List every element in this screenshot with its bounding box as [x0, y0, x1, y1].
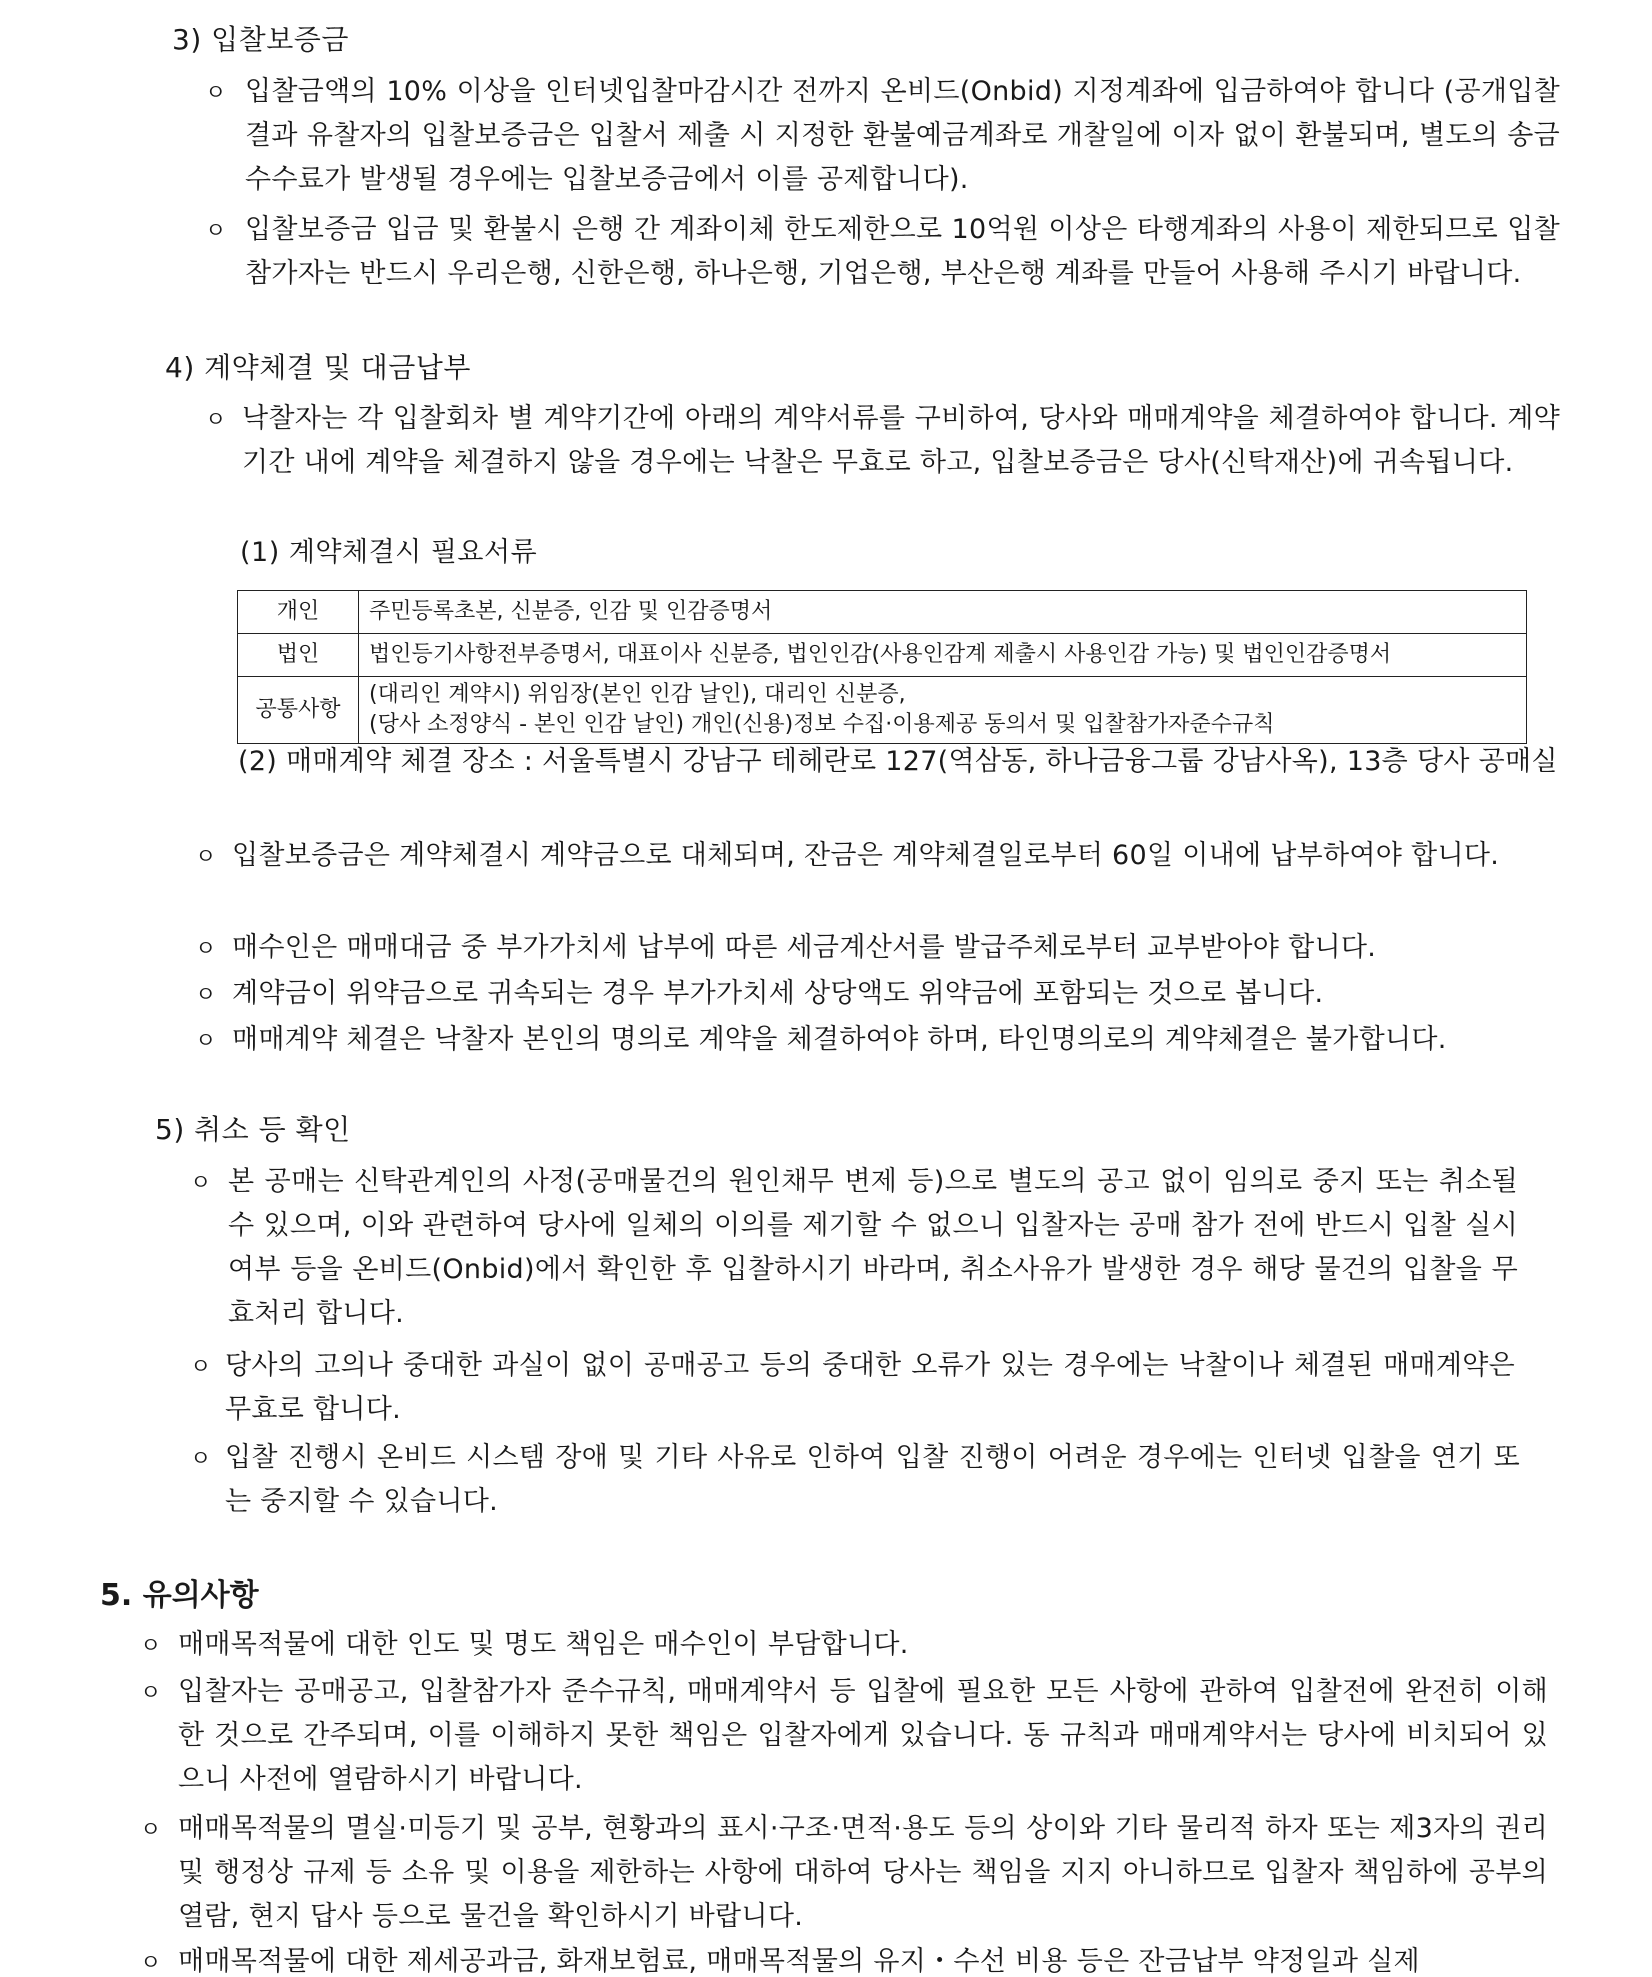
- table-cell-key: 공통사항: [238, 677, 359, 744]
- section-heading-contract: 4) 계약체결 및 대금납부: [165, 351, 471, 384]
- bullet-icon: ㅇ: [140, 1681, 162, 1706]
- paragraph-property-defects: 매매목적물의 멸실·미등기 및 공부, 현황과의 표시·구조·면적·용도 등의 상이와 기타 물리적 하자 또는 제3자의 권리 및 행정상 규제 등 소유 및 이용을 제한하는 사항에 대하여 당사는 책임을 지지 아니하므로 입찰자 책임하에 공부의 열람, 현지 답사 등으로 물건을 확인하시기 바랍니다.: [178, 1813, 1548, 1932]
- bullet-icon: ㅇ: [205, 219, 227, 244]
- paragraph-auction-cancellation: 본 공매는 신탁관계인의 사정(공매물건의 원인채무 변제 등)으로 별도의 공고 없이 임의로 중지 또는 취소될 수 있으며, 이와 관련하여 당사에 일체의 이의를 제기할 수 없으니 입찰자는 공매 참가 전에 반드시 입찰 실시 여부 등을 온비드(Onbid)에서 확인한 후 입찰하시기 바라며, 취소사유가 발생한 경우 해당 물건의 입찰을 무효처리 합니다.: [228, 1166, 1518, 1329]
- paragraph-bidder-understanding: 입찰자는 공매공고, 입찰참가자 준수규칙, 매매계약서 등 입찰에 필요한 모든 사항에 관하여 입찰전에 완전히 이해한 것으로 간주되며, 이를 이해하지 못한 책임은 입찰자에게 있습니다. 동 규칙과 매매계약서는 당사에 비치되어 있으니 사전에 열람하시기 바랍니다.: [178, 1676, 1548, 1795]
- table-cell-key: 법인: [238, 634, 359, 677]
- subheading-required-documents: (1) 계약체결시 필요서류: [240, 537, 538, 568]
- bullet-icon: ㅇ: [140, 1951, 162, 1976]
- paragraph-transfer-limit: 입찰보증금 입금 및 환불시 은행 간 계좌이체 한도제한으로 10억원 이상은 타행계좌의 사용이 제한되므로 입찰참가자는 반드시 우리은행, 신한은행, 하나은행, 기업은행, 부산은행 계좌를 만들어 사용해 주시기 바랍니다.: [245, 214, 1561, 289]
- paragraph-taxes-expenses: 매매목적물에 대한 제세공과금, 화재보험료, 매매목적물의 유지・수선 비용 등은 잔금납부 약정일과 실제: [178, 1946, 1420, 1976]
- bullet-icon: ㅇ: [140, 1634, 162, 1659]
- bullet-icon: ㅇ: [140, 1818, 162, 1843]
- bullet-icon: ㅇ: [190, 1447, 212, 1472]
- required-documents-table: [237, 590, 1527, 744]
- table-row: [238, 677, 1527, 744]
- bullet-icon: ㅇ: [205, 81, 227, 106]
- table-cell-line: (당사 소정양식 - 본인 인감 날인) 개인(신용)정보 수집·이용제공 동의서 및 입찰참가자준수규칙: [369, 712, 1275, 737]
- bullet-icon: ㅇ: [195, 1029, 217, 1054]
- paragraph-contract-name: 매매계약 체결은 낙찰자 본인의 명의로 계약을 체결하여야 하며, 타인명의로의 계약체결은 불가합니다.: [232, 1024, 1447, 1055]
- paragraph-penalty-vat: 계약금이 위약금으로 귀속되는 경우 부가가치세 상당액도 위약금에 포함되는 것으로 봅니다.: [232, 978, 1324, 1009]
- paragraph-delivery-responsibility: 매매목적물에 대한 인도 및 명도 책임은 매수인이 부담합니다.: [178, 1629, 909, 1660]
- paragraph-contract-location: (2) 매매계약 체결 장소 : 서울특별시 강남구 테헤란로 127(역삼동, 하나금융그룹 강남사옥), 13층 당사 공매실: [238, 746, 1558, 777]
- paragraph-balance-payment: 입찰보증금은 계약체결시 계약금으로 대체되며, 잔금은 계약체결일로부터 60일 이내에 납부하여야 합니다.: [232, 840, 1500, 871]
- table-cell-value: 주민등록초본, 신분증, 인감 및 인감증명서: [359, 591, 1527, 634]
- bullet-icon: ㅇ: [195, 845, 217, 870]
- table-cell-line: (대리인 계약시) 위임장(본인 인감 날인), 대리인 신분증,: [369, 682, 906, 707]
- section-heading-notes: 5. 유의사항: [100, 1578, 259, 1613]
- paragraph-system-failure: 입찰 진행시 온비드 시스템 장애 및 기타 사유로 인하여 입찰 진행이 어려운 경우에는 인터넷 입찰을 연기 또는 중지할 수 있습니다.: [225, 1442, 1520, 1517]
- bullet-icon: ㅇ: [205, 408, 227, 433]
- table-row: [238, 591, 1527, 634]
- section-heading-bid-deposit: 3) 입찰보증금: [172, 23, 349, 56]
- bullet-icon: ㅇ: [190, 1171, 212, 1196]
- bullet-icon: ㅇ: [195, 937, 217, 962]
- table-cell-key: 개인: [238, 591, 359, 634]
- paragraph-deposit-amount: 입찰금액의 10% 이상을 인터넷입찰마감시간 전까지 온비드(Onbid) 지정계좌에 입금하여야 합니다 (공개입찰 결과 유찰자의 입찰보증금은 입찰서 제출 시 지정한 환불예금계좌로 개찰일에 이자 없이 환불되며, 별도의 송금수수료가 발생될 경우에는 입찰보증금에서 이를 공제합니다).: [245, 76, 1560, 195]
- paragraph-serious-error: 당사의 고의나 중대한 과실이 없이 공매공고 등의 중대한 오류가 있는 경우에는 낙찰이나 체결된 매매계약은 무효로 합니다.: [225, 1350, 1515, 1425]
- paragraph-contract-period: 낙찰자는 각 입찰회차 별 계약기간에 아래의 계약서류를 구비하여, 당사와 매매계약을 체결하여야 합니다. 계약기간 내에 계약을 체결하지 않을 경우에는 낙찰은 무효로 하고, 입찰보증금은 당사(신탁재산)에 귀속됩니다.: [242, 403, 1560, 478]
- table-row: [238, 634, 1527, 677]
- bullet-icon: ㅇ: [190, 1355, 212, 1380]
- table-cell-value: [359, 677, 1527, 744]
- paragraph-tax-invoice: 매수인은 매매대금 중 부가가치세 납부에 따른 세금계산서를 발급주체로부터 교부받아야 합니다.: [232, 932, 1377, 963]
- section-heading-cancellation: 5) 취소 등 확인: [155, 1113, 351, 1146]
- bullet-icon: ㅇ: [195, 983, 217, 1008]
- table-cell-value: 법인등기사항전부증명서, 대표이사 신분증, 법인인감(사용인감계 제출시 사용인감 가능) 및 법인인감증명서: [359, 634, 1527, 677]
